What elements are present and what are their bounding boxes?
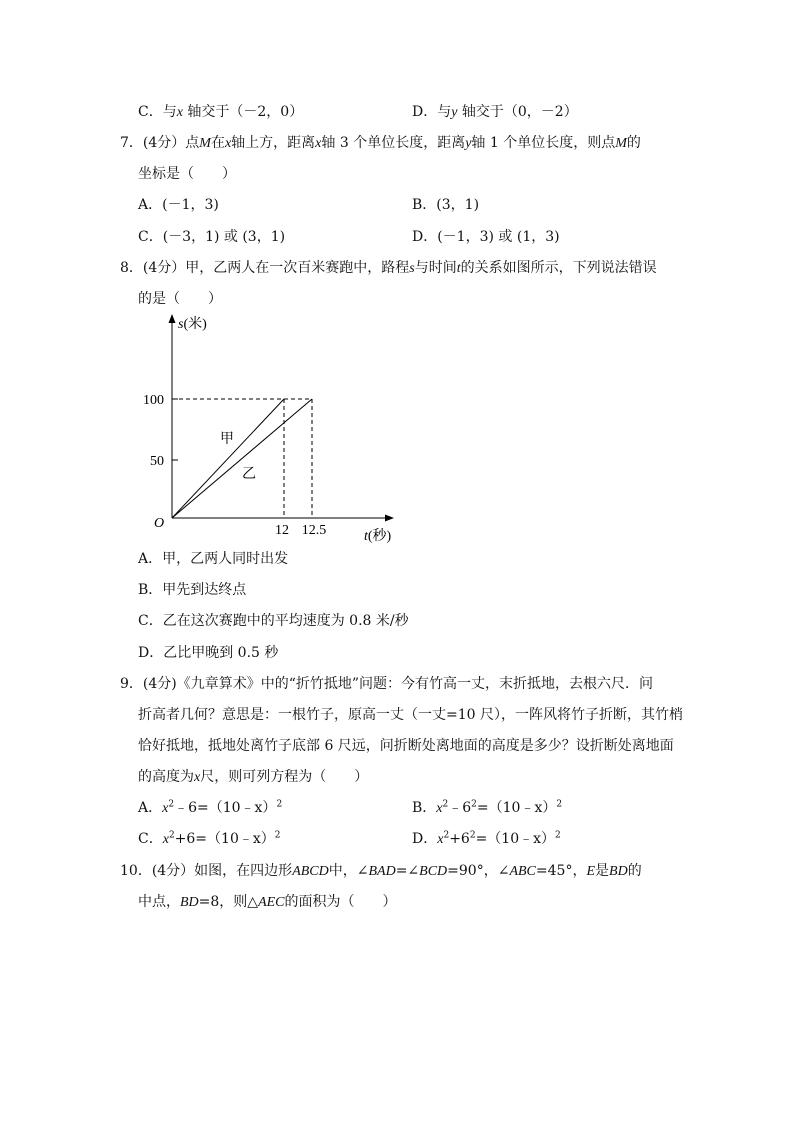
x-axis-arrow [385, 515, 394, 522]
distance-time-graph [143, 310, 410, 550]
x-tick-label-12: 12 [275, 523, 289, 538]
q8-option-a: A．甲，乙两人同时出发 [138, 551, 289, 567]
q9-option-b: B．$x^2﹣6^2=(10﹣x)^2$ [412, 799, 563, 816]
y-axis-label: s(米) [178, 317, 207, 332]
q9-stem-line2: 折高者几何？意思是：一根竹子，原高一丈（一丈=10 尺），一阵风将竹子折断，其竹梢 [138, 707, 683, 723]
y-tick-label-50: 50 [150, 454, 164, 469]
q8-option-b: B．甲先到达终点 [138, 582, 247, 598]
q10-stem-line2: 中点，BD=8，则△AEC的面积为（ ） [138, 894, 397, 910]
q9-stem-line3: 恰好抵地，抵地处离竹子底部 6 尺远，问折断处离地面的高度是多少？设折断处离地面 [138, 738, 674, 754]
q10-stem-line1: 10．(4分）如图，在四边形ABCD中，∠BAD=∠BCD=90°，∠ABC=45°，E是BD的 [120, 863, 642, 879]
q7-option-d: D．(－1，3) 或 (1，3) [412, 229, 560, 245]
q9-option-d: D．$x^2+6^2=(10﹣x)^2$ [412, 830, 561, 847]
x-tick-label-12-5: 12.5 [301, 523, 327, 538]
line-yi [172, 399, 312, 518]
q6-option-c: C．与x 轴交于（－2，0） [138, 104, 304, 120]
q8-option-d: D．乙比甲晚到 0.5 秒 [138, 645, 279, 661]
label-yi: 乙 [242, 467, 256, 482]
q8-stem-line2: 的是（ ） [138, 291, 222, 307]
q9-option-c: C．$x^2+6=(10﹣x)^2$ [138, 830, 281, 847]
q7-option-b: B．(3，1) [412, 197, 480, 213]
q8-option-c: C．乙在这次赛跑中的平均速度为 0.8 米/秒 [138, 613, 409, 629]
q7-stem-line2: 坐标是（ ） [138, 166, 236, 182]
q9-stem-line4: 的高度为x尺，则可列方程为（ ） [138, 769, 369, 785]
y-tick-label-100: 100 [143, 393, 164, 408]
y-axis-arrow [169, 314, 176, 323]
q9-option-a: A．$x^2﹣6=(10﹣x)^2$ [138, 799, 283, 816]
q7-stem-line1: 7．(4分）点M在x轴上方，距离x轴 3 个单位长度，距离y轴 1 个单位长度，则点M的 [120, 135, 641, 151]
label-jia: 甲 [220, 432, 234, 447]
q8-stem-line1: 8．(4分）甲，乙两人在一次百米赛跑中，路程s与时间t的关系如图所示，下列说法错误 [120, 260, 657, 276]
q9-stem-line1: 9．(4分)《九章算术》中的“折竹抵地”问题：今有竹高一丈，末折抵地，去根六尺．问 [120, 676, 654, 692]
q7-option-a: A．(－1，3) [138, 197, 219, 213]
q7-option-c: C．(－3，1) 或 (3，1) [138, 229, 286, 245]
origin-label: O [154, 516, 165, 531]
q6-option-d: D．与y 轴交于（0，－2） [412, 104, 578, 120]
line-jia [172, 399, 284, 518]
x-axis-label: t(秒) [364, 529, 392, 544]
